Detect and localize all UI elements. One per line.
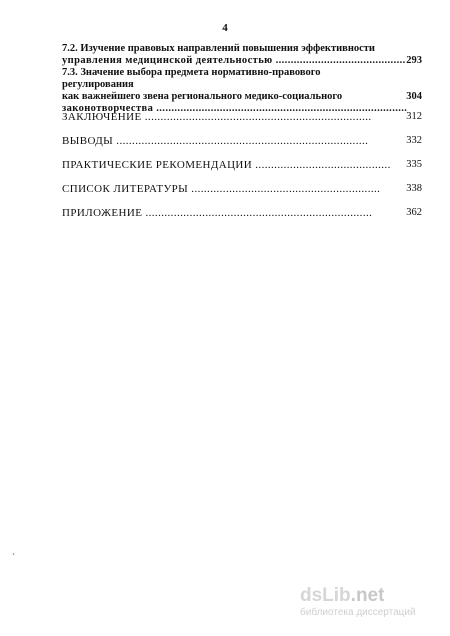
toc-entry-title: ВЫВОДЫ ................................................................................ — [62, 135, 369, 147]
toc-entry-title-cont: законотворчества ................................................................................... — [62, 103, 408, 114]
toc-entry-references — [62, 183, 422, 207]
toc-page-number: 304 — [406, 91, 422, 102]
page-number: 4 — [222, 22, 228, 34]
table-of-contents — [62, 43, 422, 231]
toc-entry-appendix — [62, 207, 422, 231]
toc-page-number: 293 — [406, 55, 422, 66]
watermark-logo-accent: .net — [350, 585, 385, 606]
watermark-logo — [300, 586, 440, 606]
toc-page-number: 338 — [406, 183, 422, 194]
watermark — [300, 586, 440, 618]
toc-entry-title: СПИСОК ЛИТЕРАТУРЫ ............................................................ — [62, 183, 381, 195]
toc-page-number: 335 — [406, 159, 422, 170]
toc-entry-title: ПРИЛОЖЕНИЕ ........................................................................ — [62, 207, 373, 219]
toc-page-number: 332 — [406, 135, 422, 146]
toc-entry-recommendations — [62, 159, 422, 183]
toc-entry-7-2 — [62, 43, 422, 67]
scan-speck: ˋ — [12, 552, 15, 562]
toc-entry-conclusion — [62, 111, 422, 135]
toc-entry-findings — [62, 135, 422, 159]
toc-entry-title: 7.3. Значение выбора предмета нормативно-правового регулирования — [62, 67, 321, 90]
watermark-logo-main: dsLib — [300, 585, 351, 606]
toc-entry-title-cont: как важнейшего звена регионального медико-социального — [62, 91, 343, 102]
watermark-tagline: библиотека диссертаций — [300, 607, 416, 618]
toc-page-number: 362 — [406, 207, 422, 218]
toc-entry-title: 7.2. Изучение правовых направлений повышения эффективности — [62, 43, 375, 54]
toc-entry-title-cont: управления медицинской деятельностью ........................................... — [62, 55, 406, 66]
toc-entry-title: ЗАКЛЮЧЕНИЕ ........................................................................ — [62, 111, 372, 123]
toc-entry-7-3 — [62, 67, 422, 114]
toc-page-number: 312 — [406, 111, 422, 122]
toc-entry-title: ПРАКТИЧЕСКИЕ РЕКОМЕНДАЦИИ ........................................... — [62, 159, 391, 171]
